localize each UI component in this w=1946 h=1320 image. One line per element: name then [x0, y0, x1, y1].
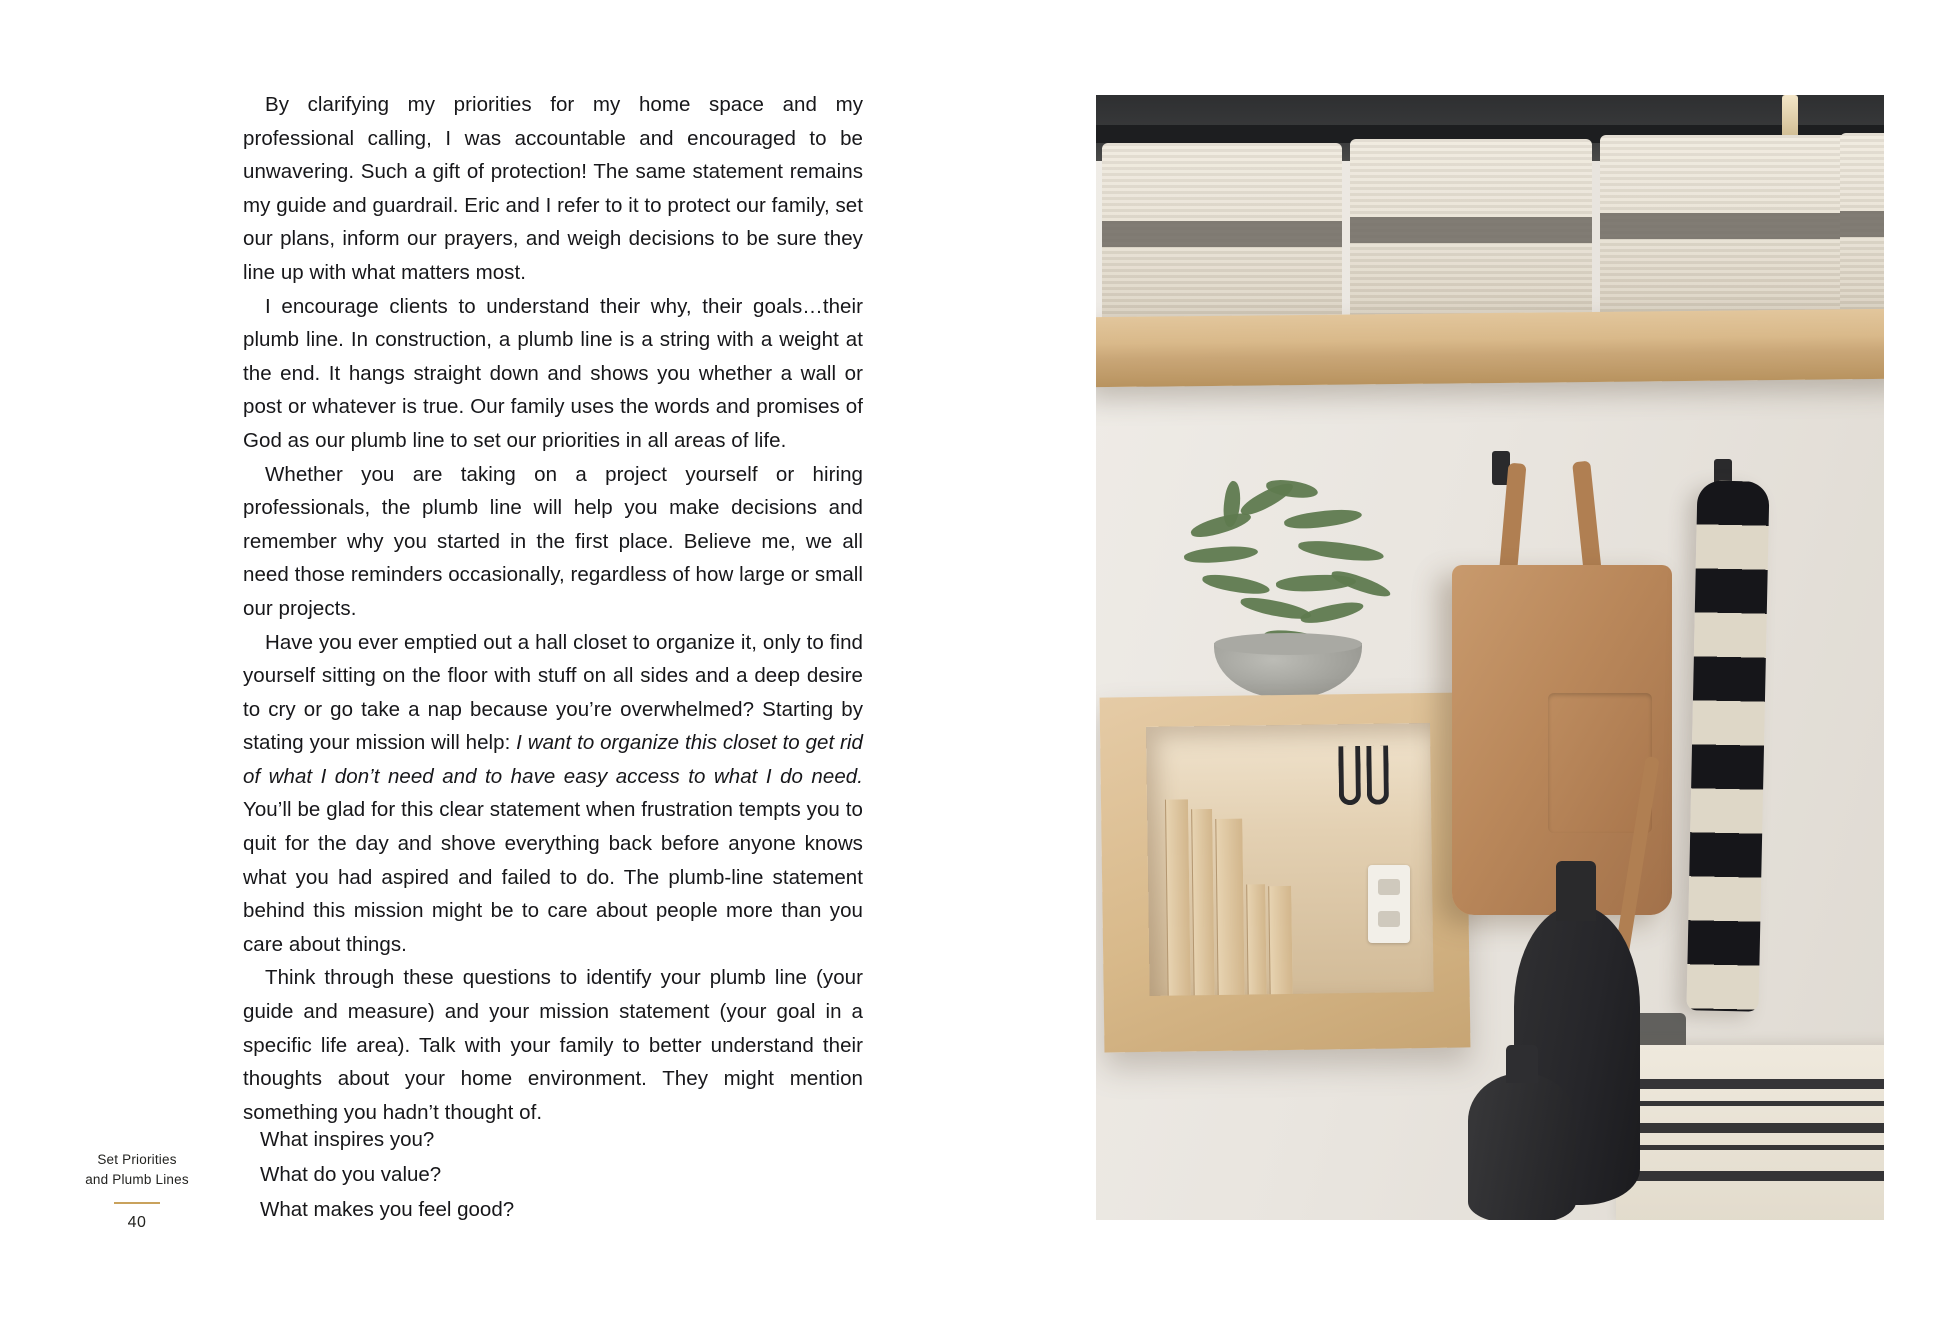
paragraph-4-tail: You’ll be glad for this clear statement when frustration tempts you to quit for the day and shove everything back before anyone knows what you had aspired and failed to do. The plumb-line statement behind this mission might be to care about people more than you care about things.: [243, 798, 863, 956]
paragraph-3-text: Whether you are taking on a project yourself or hiring professionals, the plumb line will help you make decisions and remember why you started in the first place. Believe me, we all need those reminders occasionally, regardless of how large or small our projects.: [243, 462, 863, 620]
striped-scarf: [1686, 480, 1769, 1011]
book: [1246, 884, 1267, 994]
page-number: 40: [127, 1214, 147, 1231]
dark-ceramic-vase-small: [1468, 1073, 1576, 1220]
paragraph-4-lead: Have you ever emptied out a hall closet to organize it, only to find yourself sitting on the floor with stuff on all sides and a deep desire to cry or go take a nap because you’re overwhelmed? Starting by stating your mission will help:: [243, 630, 863, 755]
question-list: [260, 1122, 860, 1227]
paragraph-3: [243, 458, 863, 626]
paragraph-5-text: Think through these questions to identify your plumb line (your guide and measure) and your mission statement (your goal in a specific life area). Talk with your family to better understand their thoughts about your home environment. They might mention something you hadn’t thought of.: [243, 966, 863, 1124]
entryway-photograph: [1096, 95, 1884, 1220]
footer-divider-rule: [114, 1202, 160, 1204]
running-footer: [72, 1150, 202, 1232]
woven-basket: [1840, 133, 1884, 313]
photo-scene: [1096, 95, 1884, 1220]
outlet-socket: [1378, 911, 1400, 927]
paragraph-1-text: By clarifying my priorities for my home space and my professional calling, I was accountable and encouraged to be unwavering. Such a gift of protection! The same statement remains my guide and guardrail. Eric and I refer to it to protect our family, set our plans, inform our prayers, and weigh decisions to be sure they line up with what matters most.: [243, 93, 863, 284]
basket-stripe: [1350, 217, 1592, 243]
basket-stripe: [1600, 213, 1850, 239]
cushion-stripe: [1616, 1145, 1884, 1150]
book: [1215, 819, 1244, 995]
cushion-stripe: [1616, 1123, 1884, 1133]
question-item: What inspires you?: [260, 1128, 435, 1151]
black-hook-icon: [1332, 745, 1403, 810]
book: [1165, 799, 1191, 995]
book: [1268, 886, 1293, 994]
wall-outlet: [1368, 865, 1410, 943]
body-text-column: [243, 88, 863, 1129]
paragraph-4-mission-statement: I want to organize this closet to get rid of what I don’t need and to have easy access to what I do need.: [243, 731, 863, 788]
running-head-line-1: Set Priorities: [97, 1152, 177, 1167]
basket-stripe: [1840, 211, 1884, 237]
paragraph-2-text: I encourage clients to understand their why, their goals…their plumb line. In construction, a plumb line is a string with a weight at the end. It hangs straight down and shows you whether a wall or post or whatever is true. Our family uses the words and promises of God as our plumb line to set our priorities in all areas of life.: [243, 294, 863, 452]
cube-interior: [1146, 723, 1434, 996]
paragraph-4: [243, 626, 863, 962]
woven-basket: [1102, 143, 1342, 323]
paragraph-5: [243, 961, 863, 1129]
paragraph-1: [243, 88, 863, 290]
question-item: What do you value?: [260, 1163, 442, 1186]
woven-basket: [1600, 135, 1850, 315]
oak-floating-shelf: [1096, 309, 1884, 388]
running-head-line-2: and Plumb Lines: [85, 1172, 189, 1187]
book: [1191, 809, 1215, 995]
paragraph-2: [243, 290, 863, 458]
cushion-stripe: [1616, 1171, 1884, 1181]
wooden-cube-shelf: [1100, 692, 1471, 1052]
striped-bench-cushion: [1616, 1045, 1884, 1220]
question-item: What makes you feel good?: [260, 1198, 515, 1221]
basket-stripe: [1102, 221, 1342, 247]
outlet-socket: [1378, 879, 1400, 895]
cushion-stripe: [1616, 1079, 1884, 1089]
cushion-stripe: [1616, 1101, 1884, 1106]
woven-basket: [1350, 139, 1592, 319]
